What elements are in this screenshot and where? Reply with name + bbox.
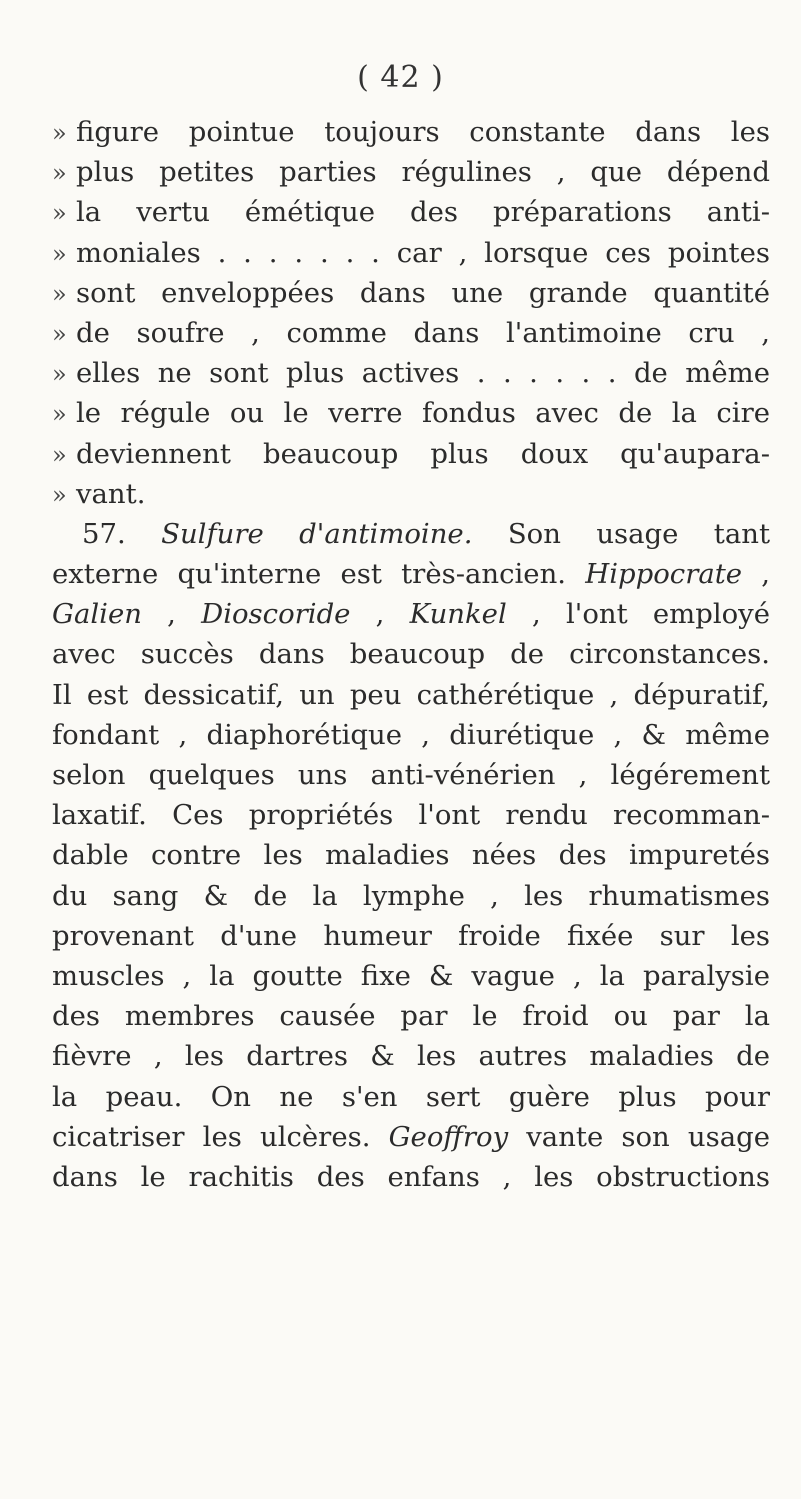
paragraph-line: selon quelques uns anti-vénérien , légérement xyxy=(52,759,770,791)
paragraph-line: dable contre les maladies nées des impuretés xyxy=(52,839,770,872)
guillemet-mark: » xyxy=(52,319,67,348)
guillemet-mark: » xyxy=(52,400,67,429)
page-number: ( 42 ) xyxy=(357,60,444,95)
quoted-line-text: de soufre , comme dans l'antimoine cru , xyxy=(76,316,770,349)
quoted-line xyxy=(52,112,770,152)
quoted-line-text: la vertu émétique des préparations anti- xyxy=(76,196,770,229)
guillemet-mark: » xyxy=(52,279,67,308)
name-galien: Galien xyxy=(52,598,142,631)
quoted-line xyxy=(52,393,770,433)
quoted-line xyxy=(52,152,770,192)
paragraph-line: des membres causée par le froid ou par la xyxy=(52,1000,770,1033)
guillemet-mark: » xyxy=(52,440,67,469)
section-heading-line xyxy=(52,514,770,554)
guillemet-mark: » xyxy=(52,159,67,188)
paragraph-line: du sang & de la lymphe , les rhumatismes xyxy=(52,879,770,912)
quoted-line xyxy=(52,434,770,474)
paragraph-line: provenant d'une humeur froide fixée sur les xyxy=(52,919,770,952)
quoted-line xyxy=(52,474,770,514)
section-title: Sulfure d'antimoine. xyxy=(161,517,473,550)
quoted-line-text: moniales . . . . . . . car , lorsque ces pointes xyxy=(76,236,770,269)
paragraph-line: fièvre , les dartres & les autres maladies de xyxy=(52,1040,770,1073)
body-text xyxy=(52,112,770,1197)
quoted-line xyxy=(52,313,770,353)
paragraph-line: fondant , diaphorétique , diurétique , & même xyxy=(52,718,770,751)
section-number: 57. xyxy=(82,517,126,550)
guillemet-mark: » xyxy=(52,360,67,389)
quoted-line xyxy=(52,353,770,393)
name-dioscoride: Dioscoride xyxy=(201,598,351,631)
name-geoffroy: Geoffroy xyxy=(388,1120,509,1153)
paragraph-line: muscles , la goutte fixe & vague , la paralysie xyxy=(52,959,770,992)
paragraph-line: Galien , Dioscoride , Kunkel , l'ont employé xyxy=(52,598,770,631)
guillemet-mark: » xyxy=(52,480,67,509)
paragraph-line: Il est dessicatif, un peu cathérétique , dépuratif, xyxy=(52,678,770,711)
quoted-line xyxy=(52,273,770,313)
guillemet-mark: » xyxy=(52,119,67,147)
section-first-line-rest: Son usage tant xyxy=(507,517,770,550)
quoted-line-text: plus petites parties régulines , que dépend xyxy=(76,156,770,189)
quoted-line xyxy=(52,192,770,232)
quoted-line-text: elles ne sont plus actives . . . . . . de même xyxy=(76,357,770,390)
quoted-line-text: deviennent beaucoup plus doux qu'aupara- xyxy=(76,437,770,470)
quoted-line-text: figure pointue toujours constante dans les xyxy=(76,116,770,148)
quoted-line-text: vant. xyxy=(76,477,146,510)
paragraph-line: cicatriser les ulcères. Geoffroy vante son usage xyxy=(52,1120,770,1153)
quoted-line-text: sont enveloppées dans une grande quantité xyxy=(76,276,770,309)
guillemet-mark: » xyxy=(52,239,67,268)
quoted-line xyxy=(52,233,770,273)
quoted-line-text: le régule ou le verre fondus avec de la cire xyxy=(76,397,770,430)
paragraph-line: dans le rachitis des enfans , les obstructions xyxy=(52,1160,770,1193)
paragraph-line: avec succès dans beaucoup de circonstances. xyxy=(52,638,770,671)
name-kunkel: Kunkel xyxy=(409,598,507,631)
paragraph-line: externe qu'interne est très-ancien. Hippocrate , xyxy=(52,558,770,591)
paragraph-line: la peau. On ne s'en sert guère plus pour xyxy=(52,1080,770,1113)
name-hippocrate: Hippocrate xyxy=(585,558,743,591)
guillemet-mark: » xyxy=(52,199,67,228)
paragraph-line: laxatif. Ces propriétés l'ont rendu recomman- xyxy=(52,799,770,832)
